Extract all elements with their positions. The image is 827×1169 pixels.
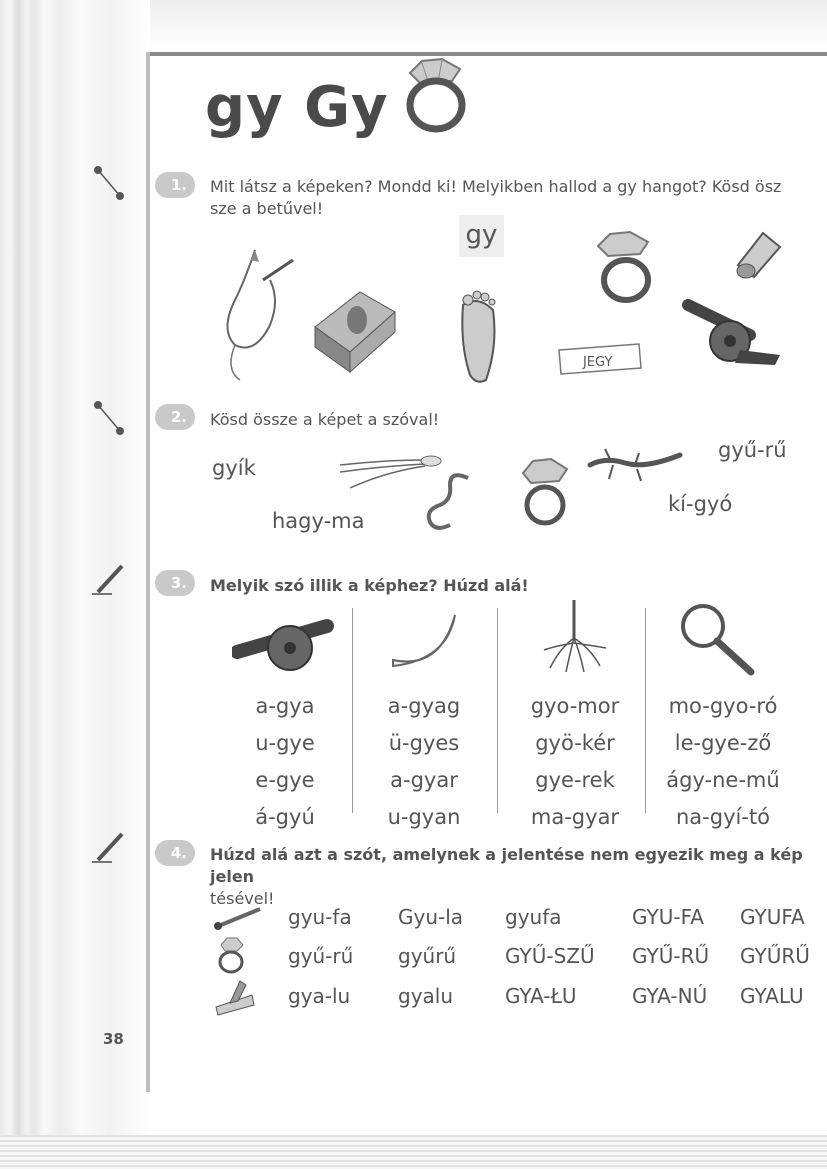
word-option[interactable]: gyo-mor — [530, 694, 620, 718]
task-number: 1. — [155, 172, 195, 198]
option-word[interactable]: gyalu — [398, 984, 454, 1008]
task-number: 2. — [155, 404, 195, 430]
frame-top-border — [148, 52, 827, 56]
ring-title-icon — [398, 55, 478, 135]
word-option[interactable]: mo-gyo-ró — [668, 694, 778, 718]
ticket-picture — [555, 340, 645, 380]
task1-instruction — [210, 176, 820, 220]
option-word[interactable]: Gyu-la — [398, 905, 464, 929]
word-option[interactable]: ma-gyar — [530, 805, 620, 829]
option-word[interactable]: gyű-rű — [288, 944, 354, 968]
word-option[interactable]: a-gya — [255, 694, 315, 718]
task1-line2: sze a betűvel! — [210, 199, 324, 218]
foot-picture — [448, 285, 508, 390]
word-option[interactable]: u-gyan — [387, 805, 461, 829]
option-word[interactable]: gyűrű — [398, 944, 457, 968]
task3-instruction: Melyik szó illik a képhez? Húzd alá! — [210, 576, 529, 595]
word-option[interactable]: a-gyar — [390, 768, 458, 792]
task4-instruction — [210, 844, 820, 910]
word-option[interactable]: a-gyag — [387, 694, 461, 718]
word-option[interactable]: ágy-ne-mű — [666, 768, 780, 792]
word-gyik: gyík — [212, 456, 256, 480]
task4-line1: Húzd alá azt a szót, amelynek a jelentése nem egyezik meg a kép jelen — [210, 845, 803, 886]
column-divider — [645, 608, 646, 813]
option-word[interactable]: GYU-FA — [632, 905, 704, 929]
ring-picture — [590, 228, 665, 308]
task-number: 4. — [155, 840, 195, 866]
snake-picture — [420, 470, 480, 535]
word-column-1 — [215, 688, 355, 836]
frame-left-border — [146, 52, 150, 1092]
option-word[interactable]: gyufa — [505, 905, 562, 929]
word-column-2 — [354, 688, 494, 836]
word-option[interactable]: na-gyí-tó — [675, 805, 770, 829]
word-gyuru: gyű-rű — [718, 438, 787, 462]
cannon-picture — [232, 610, 342, 680]
option-word[interactable]: GYUFA — [740, 905, 805, 929]
cannon-picture — [680, 295, 790, 370]
letter-box: gy — [459, 215, 504, 257]
option-word[interactable]: gyu-fa — [288, 905, 352, 929]
word-option[interactable]: gye-rek — [535, 768, 615, 792]
column-divider — [497, 608, 498, 813]
task-number: 3. — [155, 570, 195, 596]
option-word[interactable]: GYŰ-RŰ — [632, 944, 710, 968]
option-word[interactable]: GYŰ-SZŰ — [505, 944, 595, 968]
word-kigyo: kí-gyó — [668, 492, 733, 516]
connect-icon — [90, 395, 130, 445]
magnifier-picture — [675, 600, 760, 680]
tusk-picture — [385, 610, 465, 675]
task2-instruction: Kösd össze a képet a szóval! — [210, 410, 440, 429]
pencil-underline-icon — [90, 560, 130, 600]
task4-line2: tésével! — [210, 889, 275, 908]
option-word[interactable]: GYALU — [740, 984, 804, 1008]
top-shadow — [150, 0, 827, 50]
lizard-picture — [585, 445, 685, 490]
connect-icon — [90, 160, 130, 210]
page-number: 38 — [103, 1030, 124, 1048]
word-option[interactable]: gyö-kér — [535, 731, 615, 755]
word-column-3 — [505, 688, 645, 836]
match-picture — [212, 903, 264, 931]
task1-line1: Mit látsz a képeken? Mondd ki! Melyikben hallod a gy hangot? Kösd ösz — [210, 177, 782, 196]
option-word[interactable]: gya-lu — [288, 984, 351, 1008]
word-option[interactable]: á-gyú — [255, 805, 315, 829]
plane-tool-picture — [212, 977, 257, 1017]
word-option[interactable]: ü-gyes — [388, 731, 460, 755]
word-hagyma: hagy-ma — [272, 509, 365, 533]
option-word[interactable]: GYA-NÚ — [632, 984, 708, 1008]
word-option[interactable]: le-gye-ző — [674, 731, 772, 755]
bottom-shadow — [0, 1135, 827, 1169]
whip-picture — [215, 240, 305, 390]
option-word[interactable]: GYA-ŁU — [505, 984, 577, 1008]
word-column-4 — [648, 688, 798, 836]
root-picture — [540, 598, 610, 676]
ticket-text: JEGY — [583, 355, 613, 370]
page-title: gy Gy — [205, 75, 389, 140]
word-option[interactable]: e-gye — [255, 768, 315, 792]
ring-picture — [215, 935, 247, 975]
pencil-underline-icon — [90, 828, 130, 868]
matchbox-picture — [305, 282, 400, 377]
ring-picture — [515, 455, 575, 530]
thimble-picture — [728, 225, 788, 285]
word-option[interactable]: u-gye — [255, 731, 315, 755]
option-word[interactable]: GYŰRŰ — [740, 944, 810, 968]
